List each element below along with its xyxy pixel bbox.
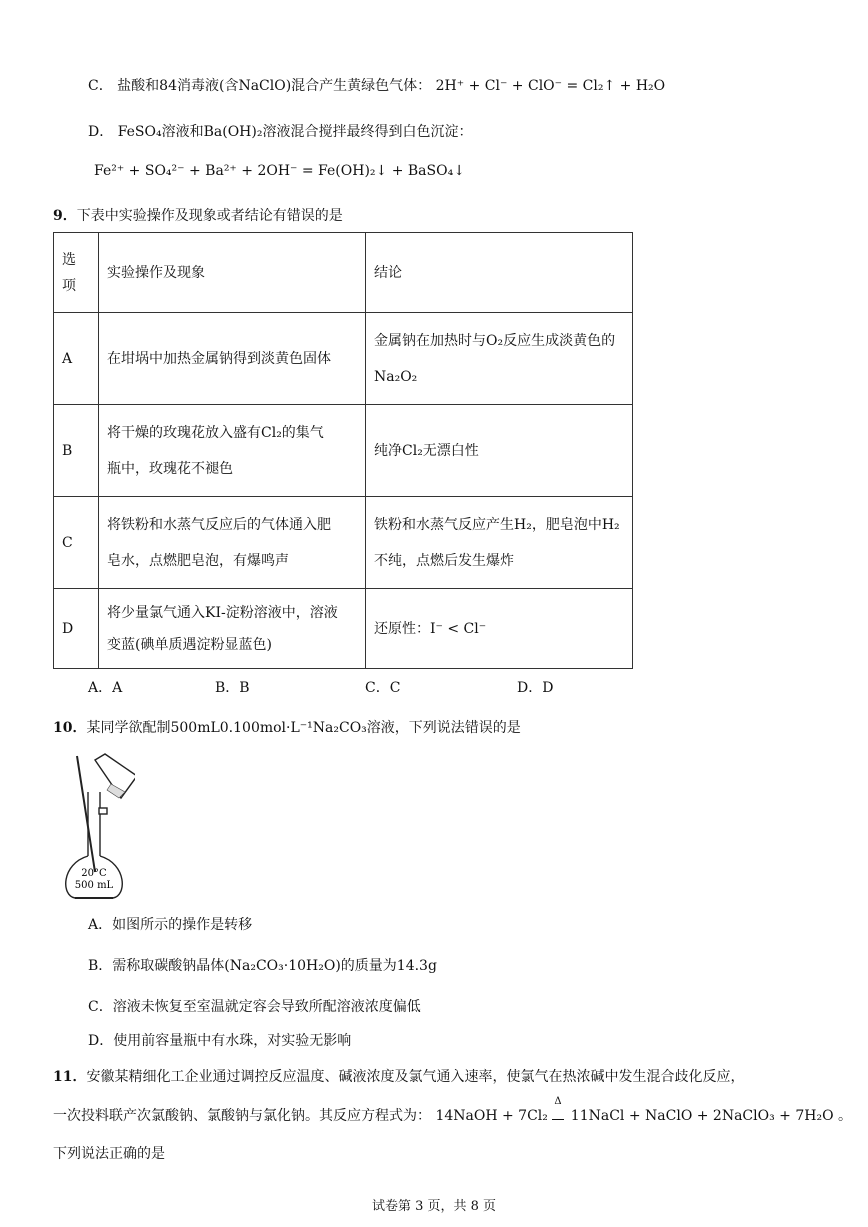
q8-option-d-equation: Fe²⁺ + SO₄²⁻ + Ba²⁺ + 2OH⁻ = Fe(OH)₂↓ + BaSO₄↓ xyxy=(94,163,465,179)
q10-option-a: A．如图所示的操作是转移 xyxy=(88,917,253,933)
q9-choice-b: B．B xyxy=(215,680,250,696)
row-c-operation-line2: 皂水，点燃肥皂泡，有爆鸣声 xyxy=(107,552,289,569)
q11-equation-right: 11NaCl + NaClO + 2NaClO₃ + 7H₂O xyxy=(570,1108,834,1124)
table-row xyxy=(54,313,633,405)
q10-option-b: B．需称取碳酸钠晶体(Na₂CO₃·10H₂O)的质量为14.3g xyxy=(88,958,437,974)
row-c-operation xyxy=(99,497,366,589)
row-d-option: D xyxy=(54,589,99,669)
page-footer: 试卷第 3 页，共 8 页 xyxy=(371,1199,497,1214)
q11-text-line2: 一次投料联产次氯酸钠、氯酸钠与氯化钠。其反应方程式为： xyxy=(53,1108,431,1124)
q10-stem-line xyxy=(53,717,521,737)
q9-choice-a: A．A xyxy=(88,680,123,696)
q11-heat-arrow xyxy=(552,1096,566,1124)
volumetric-flask-transfer-figure xyxy=(55,752,135,900)
header-option-line2: 项 xyxy=(62,277,76,294)
q11-number: 11． xyxy=(53,1069,87,1085)
row-c-operation-line1: 将铁粉和水蒸气反应后的气体通入肥 xyxy=(107,516,331,533)
row-d-operation-line2: 变蓝(碘单质遇淀粉显蓝色) xyxy=(107,636,272,653)
row-a-operation-line1: 在坩埚中加热金属钠得到淡黄色固体 xyxy=(107,350,331,367)
row-d-conclusion-line1: 还原性：I⁻ < Cl⁻ xyxy=(374,620,487,637)
row-a-conclusion-line2: Na₂O₂ xyxy=(374,368,418,385)
q11-line2 xyxy=(53,1096,852,1125)
q11-equation-left: 14NaOH + 7Cl₂ xyxy=(435,1108,548,1124)
q8-option-c xyxy=(88,75,665,95)
row-c-conclusion-line1: 铁粉和水蒸气反应产生H₂，肥皂泡中H₂ xyxy=(374,516,620,533)
q8-option-c-equation: 2H⁺ + Cl⁻ + ClO⁻ = Cl₂↑ + H₂O xyxy=(435,78,666,94)
q10-number: 10． xyxy=(53,720,87,736)
q9-stem-line xyxy=(53,205,343,225)
row-a-operation xyxy=(99,313,366,405)
row-b-conclusion xyxy=(366,405,633,497)
row-c-conclusion xyxy=(366,497,633,589)
q9-stem: 下表中实验操作及现象或者结论有错误的是 xyxy=(76,208,343,224)
q11-line2-end: 。 xyxy=(838,1108,852,1124)
q8-option-c-text: 盐酸和84消毒液(含NaClO)混合产生黄绿色气体： xyxy=(117,78,432,94)
heat-delta-icon: Δ xyxy=(554,1096,562,1107)
q8-option-d-label: D． xyxy=(88,124,114,140)
row-a-option: A xyxy=(54,313,99,405)
q11-line1 xyxy=(53,1066,744,1086)
q8-option-c-label: C． xyxy=(88,78,113,94)
q8-option-d-text: FeSO₄溶液和Ba(OH)₂溶液混合搅拌最终得到白色沉淀： xyxy=(117,124,473,140)
header-operation: 实验操作及现象 xyxy=(99,233,366,313)
q9-number: 9． xyxy=(53,208,77,224)
q9-choice-d: D．D xyxy=(517,680,554,696)
row-c-conclusion-line2: 不纯，点燃后发生爆炸 xyxy=(374,552,514,569)
row-b-operation xyxy=(99,405,366,497)
header-option xyxy=(54,233,99,313)
q8-option-d xyxy=(88,121,472,141)
table-row xyxy=(54,405,633,497)
row-a-conclusion-line1: 金属钠在加热时与O₂反应生成淡黄色的 xyxy=(374,332,616,349)
q9-choice-c: C．C xyxy=(365,680,401,696)
flask-label-volume: 500 mL xyxy=(74,880,114,891)
row-b-operation-line1: 将干燥的玫瑰花放入盛有Cl₂的集气 xyxy=(107,424,324,441)
table-row xyxy=(54,589,633,669)
header-option-line1: 选 xyxy=(62,251,76,268)
table-row xyxy=(54,497,633,589)
q10-stem: 某同学欲配制500mL0.100mol·L⁻¹Na₂CO₃溶液，下列说法错误的是 xyxy=(86,720,521,736)
row-b-conclusion-line1: 纯净Cl₂无漂白性 xyxy=(374,442,479,459)
q10-option-d: D．使用前容量瓶中有水珠，对实验无影响 xyxy=(88,1033,352,1049)
q9-table xyxy=(53,232,633,669)
flask-label-temperature: 20°C xyxy=(81,868,107,879)
q10-option-c: C．溶液未恢复至室温就定容会导致所配溶液浓度偏低 xyxy=(88,999,421,1015)
row-d-operation-line1: 将少量氯气通入KI-淀粉溶液中，溶液 xyxy=(107,604,338,621)
row-c-option: C xyxy=(54,497,99,589)
q11-line3: 下列说法正确的是 xyxy=(53,1146,165,1162)
table-header-row xyxy=(54,233,633,313)
row-b-operation-line2: 瓶中，玫瑰花不褪色 xyxy=(107,460,233,477)
row-b-option: B xyxy=(54,405,99,497)
row-a-conclusion xyxy=(366,313,633,405)
row-d-operation xyxy=(99,589,366,669)
header-conclusion: 结论 xyxy=(366,233,633,313)
q11-text-line1: 安徽某精细化工企业通过调控反应温度、碱液浓度及氯气通入速率，使氯气在热浓碱中发生混合歧化反应， xyxy=(86,1069,745,1085)
equals-line-icon xyxy=(552,1111,564,1120)
row-d-conclusion xyxy=(366,589,633,669)
